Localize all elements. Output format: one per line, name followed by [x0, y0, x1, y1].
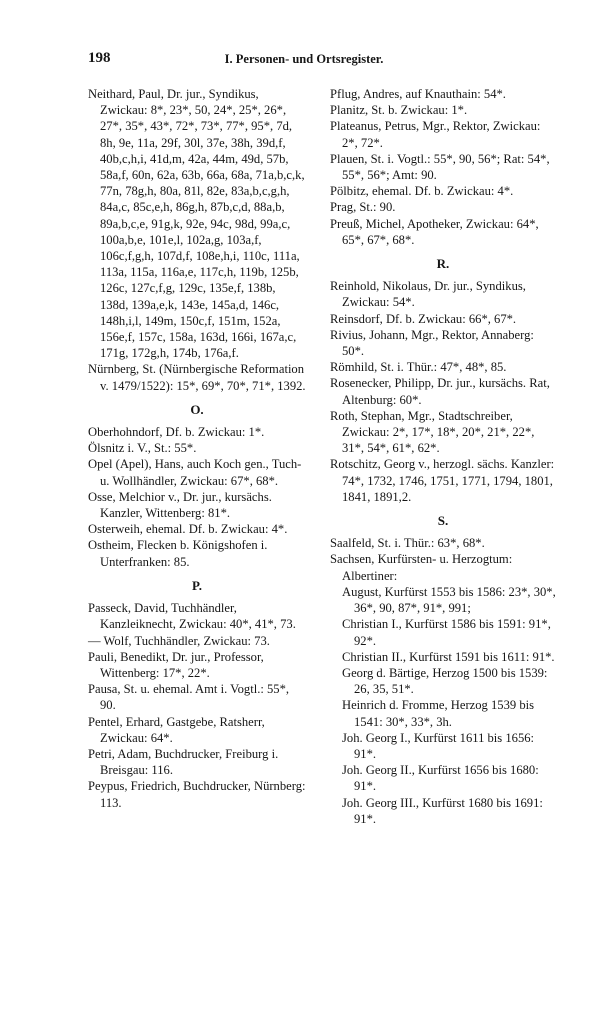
index-entry: Planitz, St. b. Zwickau: 1*. [330, 103, 468, 118]
left-column [88, 86, 306, 811]
index-entry: Pflug, Andres, auf Knauthain: 54*. [330, 87, 506, 101]
index-entry: — Wolf, Tuchhändler, Zwickau: 73. [88, 633, 270, 648]
index-subentry: Georg d. Bärtige, Herzog 1500 bis 1539: 26, 35, 51*. [342, 665, 548, 697]
index-entry: Passeck, David, Tuchhändler, Kanzleiknecht, Zwickau: 40*, 41*, 73. [88, 601, 296, 632]
index-entry: Oberhohndorf, Df. b. Zwickau: 1*. [88, 425, 265, 440]
index-entry: Prag, St.: 90. [330, 200, 396, 215]
index-subentry: Joh. Georg III., Kurfürst 1680 bis 1691: 91*. [342, 795, 543, 826]
page-header [88, 50, 520, 70]
index-entry: Neithard, Paul, Dr. jur., Syndikus, Zwickau: 8*, 23*, 50, 24*, 25*, 26*, 27*, 35*, 43*, 72*, 73*, 77*, 95*, 7d, 8h, 9e, 11a, 29f, 30l, 37e, 38h, 39d,f, 40b,c,h,i, 41d,m, 42a, 44m, 49d, 57b, 58a,f, 60n, 62a, 63b, 66a, 68a, 71a,b,c,k, 77n, 78g,h, 80a, 81l, 82e, 83a,b,c,g,h, 84a,c, 85c,e,h, 86g,h, 87b,c,d, 88a,b, 89a,b,c,e, 91g,k, 92e, 94c, 98d, 99a,c, 100a,b,e, 101e,l, 102a,g, 103a,f, 106c,f,g,h, 107d,f, 108e,h,i, 110c, 111a, 113a, 115a, 116a,e, 117c,h, 119b, 125b, 126c, 127c,f,g, 129c, 135e,f, 138b, 138d, 139a,e,k, 143e, 145a,d, 146c, 148h,i,l, 149m, 150c,f, 151m, 152a, 156e,f, 157c, 158a, 163d, 166i, 167a,c, 171g, 172g,h, 174b, 176a,f. [88, 87, 305, 361]
subheading-albertiner: Albertiner: [342, 568, 398, 583]
index-entry: Pausa, St. u. ehemal. Amt i. Vogtl.: 55*, 90. [88, 682, 290, 713]
index-entry: Pauli, Benedikt, Dr. jur., Professor, Wittenberg: 17*, 22*. [88, 649, 264, 680]
index-entry: Petri, Adam, Buchdrucker, Freiburg i. Breisgau: 116. [88, 746, 279, 778]
index-entry: Opel (Apel), Hans, auch Koch gen., Tuch- u. Wollhändler, Zwickau: 67*, 68*. [88, 457, 302, 488]
index-subentry: Christian II., Kurfürst 1591 bis 1611: 91*. [342, 649, 555, 664]
index-entry: Plateanus, Petrus, Mgr., Rektor, Zwickau: 2*, 72*. [330, 119, 541, 150]
index-entry: Römhild, St. i. Thür.: 47*, 48*, 85. [330, 360, 507, 375]
index-entry: Roth, Stephan, Mgr., Stadtschreiber, Zwickau: 2*, 17*, 18*, 20*, 21*, 22*, 31*, 54*, 61*, 62*. [330, 408, 535, 456]
index-entry: Rivius, Johann, Mgr., Rektor, Annaberg: 50*. [330, 327, 534, 359]
index-entry: Pentel, Erhard, Gastgebe, Ratsherr, Zwickau: 64*. [88, 714, 265, 745]
index-entry: Peypus, Friedrich, Buchdrucker, Nürnberg: 113. [88, 779, 306, 810]
index-entry: Rosenecker, Philipp, Dr. jur., kursächs. Rat, Altenburg: 60*. [330, 376, 550, 407]
index-entry: Preuß, Michel, Apotheker, Zwickau: 64*, 65*, 67*, 68*. [330, 216, 539, 247]
index-subentry: August, Kurfürst 1553 bis 1586: 23*, 30*, 36*, 90, 87*, 91*, 991; [342, 584, 556, 616]
page-number: 198 [88, 50, 111, 66]
right-column [330, 86, 556, 827]
letter-heading-p: P. [192, 577, 202, 593]
index-entry: Nürnberg, St. (Nürnbergische Reformation v. 1479/1522): 15*, 69*, 70*, 71*, 1392. [88, 362, 306, 393]
letter-heading-o: O. [190, 401, 204, 417]
index-subentry: Heinrich d. Fromme, Herzog 1539 bis 1541: 30*, 33*, 3h. [342, 698, 535, 729]
letter-heading-s: S. [437, 513, 449, 529]
index-entry: Saalfeld, St. i. Thür.: 63*, 68*. [330, 536, 485, 551]
index-subentry: Joh. Georg II., Kurfürst 1656 bis 1680: 91*. [342, 763, 539, 794]
index-entry: Ölsnitz i. V., St.: 55*. [88, 441, 197, 456]
index-entry: Sachsen, Kurfürsten- u. Herzogtum: [330, 552, 513, 567]
running-title: I. Personen- und Ortsregister. [224, 52, 384, 66]
index-entry: Pölbitz, ehemal. Df. b. Zwickau: 4*. [330, 184, 514, 199]
index-entry: Osse, Melchior v., Dr. jur., kursächs. Kanzler, Wittenberg: 81*. [88, 489, 272, 521]
index-entry: Ostheim, Flecken b. Königshofen i. Unterfranken: 85. [88, 538, 268, 569]
index-entry: Rotschitz, Georg v., herzogl. sächs. Kanzler: 74*, 1732, 1746, 1751, 1771, 1794, 1801, 1841, 1891,2. [330, 457, 555, 504]
index-subentry: Joh. Georg I., Kurfürst 1611 bis 1656: 91*. [342, 730, 535, 761]
index-entry: Plauen, St. i. Vogtl.: 55*, 90, 56*; Rat: 54*, 55*, 56*; Amt: 90. [330, 151, 550, 183]
letter-heading-r: R. [436, 256, 450, 272]
index-subentry: Christian I., Kurfürst 1586 bis 1591: 91*, 92*. [342, 617, 551, 648]
index-entry: Reinhold, Nikolaus, Dr. jur., Syndikus, Zwickau: 54*. [330, 279, 526, 310]
index-entry: Osterweih, ehemal. Df. b. Zwickau: 4*. [88, 522, 288, 537]
index-entry: Reinsdorf, Df. b. Zwickau: 66*, 67*. [330, 311, 517, 326]
